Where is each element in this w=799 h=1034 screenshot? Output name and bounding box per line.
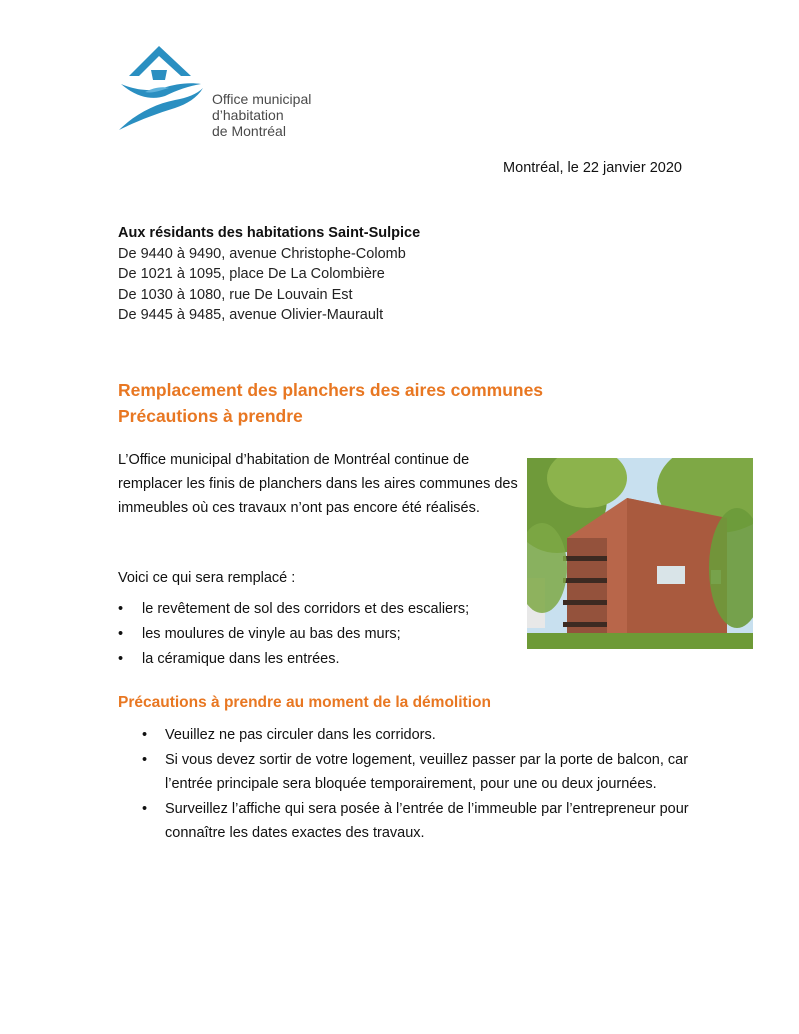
replaced-list	[118, 597, 469, 672]
address-line: De 9440 à 9490, avenue Christophe-Colomb	[118, 245, 406, 262]
heading-line-1: Remplacement des planchers des aires communes	[118, 380, 544, 400]
building-photo	[527, 458, 753, 649]
address-block	[118, 223, 420, 326]
precautions-list	[140, 723, 700, 846]
letter-date: Montréal, le 22 janvier 2020	[503, 160, 682, 176]
logo-line-2: d’habitation	[212, 107, 284, 123]
list-item: • Veuillez ne pas circuler dans les corridors.	[140, 723, 700, 748]
house-logo-icon	[115, 44, 215, 139]
logo-text	[212, 91, 311, 139]
logo-line-1: Office municipal	[212, 91, 312, 107]
replaced-intro: Voici ce qui sera remplacé :	[118, 570, 296, 586]
main-heading	[118, 377, 543, 429]
list-item: • Surveillez l’affiche qui sera posée à l’entrée de l’immeuble par l’entrepreneur pour connaître les dates exactes des travaux.	[140, 797, 700, 846]
address-line: De 1030 à 1080, rue De Louvain Est	[118, 286, 353, 303]
recipient: Aux résidants des habitations Saint-Sulpice	[118, 225, 421, 241]
list-item: • Si vous devez sortir de votre logement, veuillez passer par la porte de balcon, car l’entrée principale sera bloquée temporairement, pour une ou deux journées.	[140, 748, 700, 797]
heading-line-2: Précautions à prendre	[118, 406, 303, 426]
logo-line-3: de Montréal	[212, 123, 286, 139]
address-line: De 9445 à 9485, avenue Olivier-Maurault	[118, 307, 384, 323]
list-item: • les moulures de vinyle au bas des murs;	[118, 622, 469, 647]
intro-paragraph: L’Office municipal d’habitation de Montréal continue de remplacer les finis de planchers dans les aires communes des immeubles où ces travaux n’ont pas encore été réalisés.	[118, 452, 518, 516]
list-item: • le revêtement de sol des corridors et des escaliers;	[118, 597, 469, 622]
omhm-logo	[115, 44, 335, 144]
list-item: • la céramique dans les entrées.	[118, 647, 469, 672]
address-line: De 1021 à 1095, place De La Colombière	[118, 266, 385, 282]
precautions-heading: Précautions à prendre au moment de la démolition	[118, 694, 491, 711]
